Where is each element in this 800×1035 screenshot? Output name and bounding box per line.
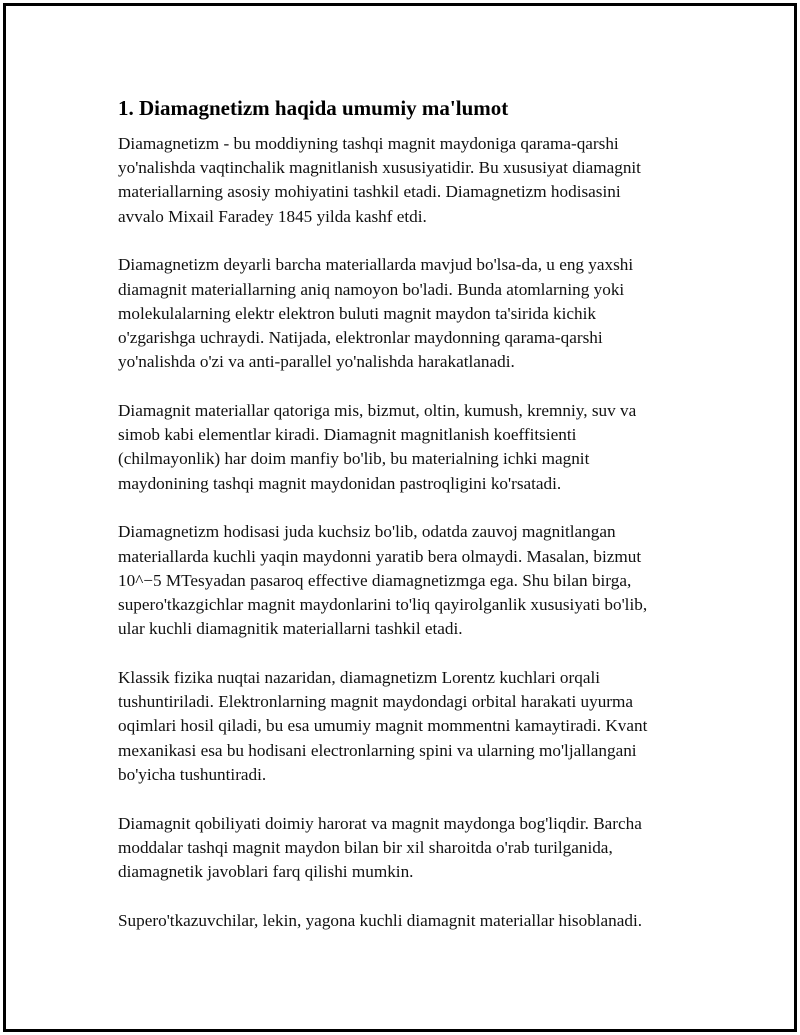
text-line: o'zgarishga uchraydi. Natijada, elektronlar maydonning qarama-qarshi [118, 328, 603, 348]
paragraph [118, 666, 708, 787]
paragraph [118, 520, 708, 641]
text-line: Diamagnetizm - bu moddiyning tashqi magnit maydoniga qarama-qarshi [118, 134, 619, 153]
paragraph [118, 812, 708, 885]
text-line: materiallarda kuchli yaqin maydonni yaratib bera olmaydi. Masalan, bizmut [118, 546, 642, 566]
text-line: avvalo Mixail Faradey 1845 yilda kashf etdi. [118, 206, 427, 226]
text-line: maydonining tashqi magnit maydonidan pastroqligini ko'rsatadi. [118, 473, 562, 493]
text-line: Supero'tkazuvchilar, lekin, yagona kuchli diamagnit materiallar hisoblanadi. [118, 910, 643, 930]
text-line: ular kuchli diamagnitik materiallarni tashkil etadi. [118, 619, 463, 639]
text-line: moddalar tashqi magnit maydon bilan bir xil sharoitda o'rab turilganida, [118, 837, 613, 857]
text-line: yo'nalishda o'zi va anti-parallel yo'nalishda harakatlanadi. [118, 352, 515, 372]
text-line: supero'tkazgichlar magnit maydonlarini to'liq qayirolganlik xususiyati bo'lib, [118, 595, 648, 615]
text-line: diamagnit materiallarning aniq namoyon bo'ladi. Bunda atomlarning yoki [118, 279, 625, 299]
text-line: simob kabi elementlar kiradi. Diamagnit magnitlanish koeffitsienti [118, 425, 577, 445]
document-body [118, 95, 708, 958]
text-line: Diamagnetizm deyarli barcha materiallarda mavjud bo'lsa-da, u eng yaxshi [118, 255, 634, 275]
text-line: materiallarning asosiy mohiyatini tashkil etadi. Diamagnetizm hodisasini [118, 182, 621, 202]
paragraph [118, 253, 708, 374]
text-line: Diamagnit materiallar qatoriga mis, bizmut, oltin, kumush, kremniy, suv va [118, 401, 637, 421]
text-line: Klassik fizika nuqtai nazaridan, diamagnetizm Lorentz kuchlari orqali [118, 668, 601, 688]
text-line: bo'yicha tushuntiradi. [118, 764, 267, 784]
text-line: tushuntiriladi. Elektronlarning magnit maydondagi orbital harakati uyurma [118, 692, 634, 712]
paragraph [118, 132, 708, 229]
text-line: yo'nalishda vaqtinchalik magnitlanish xususiyatidir. Bu xususiyat diamagnit [118, 158, 641, 178]
text-line: Diamagnit qobiliyati doimiy harorat va magnit maydonga bog'liqdir. Barcha [118, 813, 642, 833]
paragraph [118, 399, 708, 496]
paragraph [118, 909, 708, 933]
text-line: Diamagnetizm hodisasi juda kuchsiz bo'lib, odatda zauvoj magnitlangan [118, 522, 616, 542]
text-line: oqimlari hosil qiladi, bu esa umumiy magnit mommentni kamaytiradi. Kvant [118, 716, 648, 736]
text-line: (chilmayonlik) har doim manfiy bo'lib, bu materialning ichki magnit [118, 449, 590, 469]
text-line: 10^−5 MTesyadan pasaroq effective diamagnetizmga ega. Shu bilan birga, [118, 570, 632, 590]
section-title: 1. Diamagnetizm haqida umumiy ma'lumot [118, 96, 509, 120]
text-line: diamagnetik javoblari farq qilishi mumkin. [118, 862, 414, 882]
text-line: molekulalarning elektr elektron buluti magnit maydon ta'sirida kichik [118, 303, 597, 323]
text-line: mexanikasi esa bu hodisani electronlarning spini va ularning mo'ljallangani [118, 740, 637, 760]
